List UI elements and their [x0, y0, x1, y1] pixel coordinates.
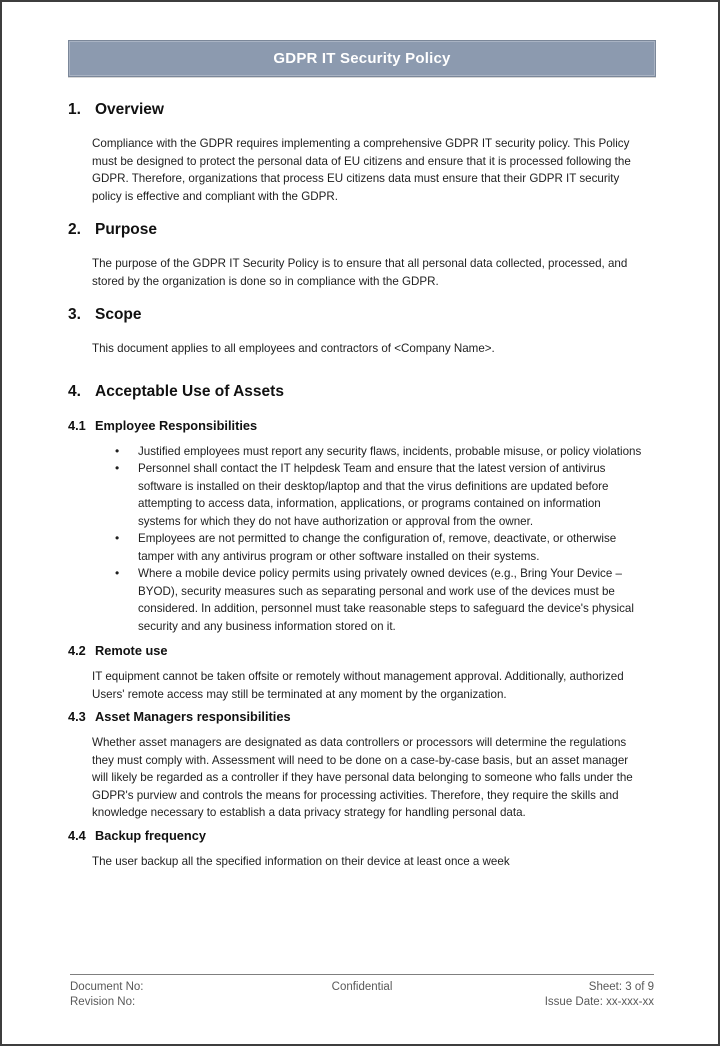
- section-title: Acceptable Use of Assets: [95, 382, 284, 400]
- subsection-number: 4.2: [68, 643, 86, 658]
- list-item: • Personnel shall contact the IT helpdesk Team and ensure that the latest version of antivirus software is installed on their desktop/laptop and that the virus definitions are updated before attempting to access data, information, applications, or programs contained on information systems for which they do not have authorization or approval from the owner.: [92, 460, 644, 530]
- subsection-heading-asset-managers: [68, 709, 654, 724]
- section-heading-acceptable-use: [68, 383, 654, 400]
- subsection-number: 4.1: [68, 417, 86, 433]
- subsection-title: Asset Managers responsibilities: [95, 709, 291, 724]
- footer-revision-no: Revision No:: [70, 996, 136, 1008]
- footer-issue-date: Issue Date: xx-xxx-xx: [544, 996, 655, 1008]
- section-title: Overview: [95, 101, 164, 118]
- section-heading-overview: [68, 101, 654, 118]
- list-item: • Employees are not permitted to change the configuration of, remove, deactivate, or otherwise tamper with any antivirus program or other software installed on their systems.: [92, 530, 644, 565]
- section-body-purpose: The purpose of the GDPR IT Security Policy is to ensure that all personal data collected, processed, and stored by the organization is done so in compliance with the GDPR.: [92, 257, 628, 288]
- section-title: Purpose: [95, 221, 158, 238]
- subsection-title: Employee Responsibilities: [95, 417, 258, 433]
- subsection-heading-employee-responsibilities: [68, 418, 654, 433]
- section-body-overview: Compliance with the GDPR requires implementing a comprehensive GDPR IT security policy. This Policy must be designed to protect the personal data of EU citizens and ensure that it is processed following the GDPR. Therefore, organizations that process EU citizens data must ensure that their GDPR IT security policy is effective and compliant with the GDPR.: [92, 137, 631, 203]
- section-number: 4.: [68, 382, 81, 400]
- footer-document-no: Document No:: [70, 981, 144, 993]
- footer-sheet: Sheet: 3 of 9: [588, 981, 655, 993]
- section-body-scope: This document applies to all employees and contractors of <Company Name>.: [92, 342, 495, 355]
- section-title: Scope: [95, 306, 142, 323]
- subsection-heading-backup-frequency: [68, 828, 654, 843]
- footer-center: [265, 980, 460, 1010]
- section-number: 3.: [68, 306, 81, 323]
- document-title: GDPR IT Security Policy: [273, 50, 451, 67]
- footer-right: [459, 980, 654, 1010]
- footer-confidential: Confidential: [331, 981, 393, 993]
- list-item: • Justified employees must report any security flaws, incidents, probable misuse, or policy violations: [92, 443, 644, 461]
- document-content: [2, 40, 718, 870]
- subsection-body-remote-use: IT equipment cannot be taken offsite or remotely without management approval. Additionally, authorized Users' remote access may still be terminated at any moment by the organization.: [92, 670, 624, 701]
- employee-responsibilities-list: [92, 443, 644, 636]
- section-heading-scope: [68, 306, 654, 323]
- subsection-number: 4.4: [68, 827, 86, 843]
- subsection-body-backup-frequency: The user backup all the specified information on their device at least once a week: [92, 854, 510, 868]
- subsection-title: Remote use: [95, 643, 168, 658]
- list-item: • Where a mobile device policy permits using privately owned devices (e.g., Bring Your Device – BYOD), security measures such as separating personal and work use of the devices must be considered. In addition, personnel must take reasonable steps to safeguard the device's physical security and any business information stored on it.: [92, 565, 644, 635]
- subsection-body-asset-managers: Whether asset managers are designated as data controllers or processors will determine the regulations they must comply with. Assessment will need to be done on a case-by-case basis, but an asset manager will likely be regarded as a controller if they have personal data belonging to someone who falls under the GDPR's purview and controls the means for processing activities. Therefore, they require the skills and knowledge necessary to establish a data privacy strategy for handling personal data.: [92, 736, 633, 819]
- document-title-bar: [68, 40, 656, 77]
- section-number: 2.: [68, 221, 81, 238]
- subsection-title: Backup frequency: [95, 827, 206, 843]
- subsection-heading-remote-use: [68, 643, 654, 658]
- section-heading-purpose: [68, 221, 654, 238]
- footer-left: [70, 980, 265, 1010]
- subsection-number: 4.3: [68, 709, 86, 724]
- document-footer: [70, 974, 654, 1010]
- section-number: 1.: [68, 101, 81, 118]
